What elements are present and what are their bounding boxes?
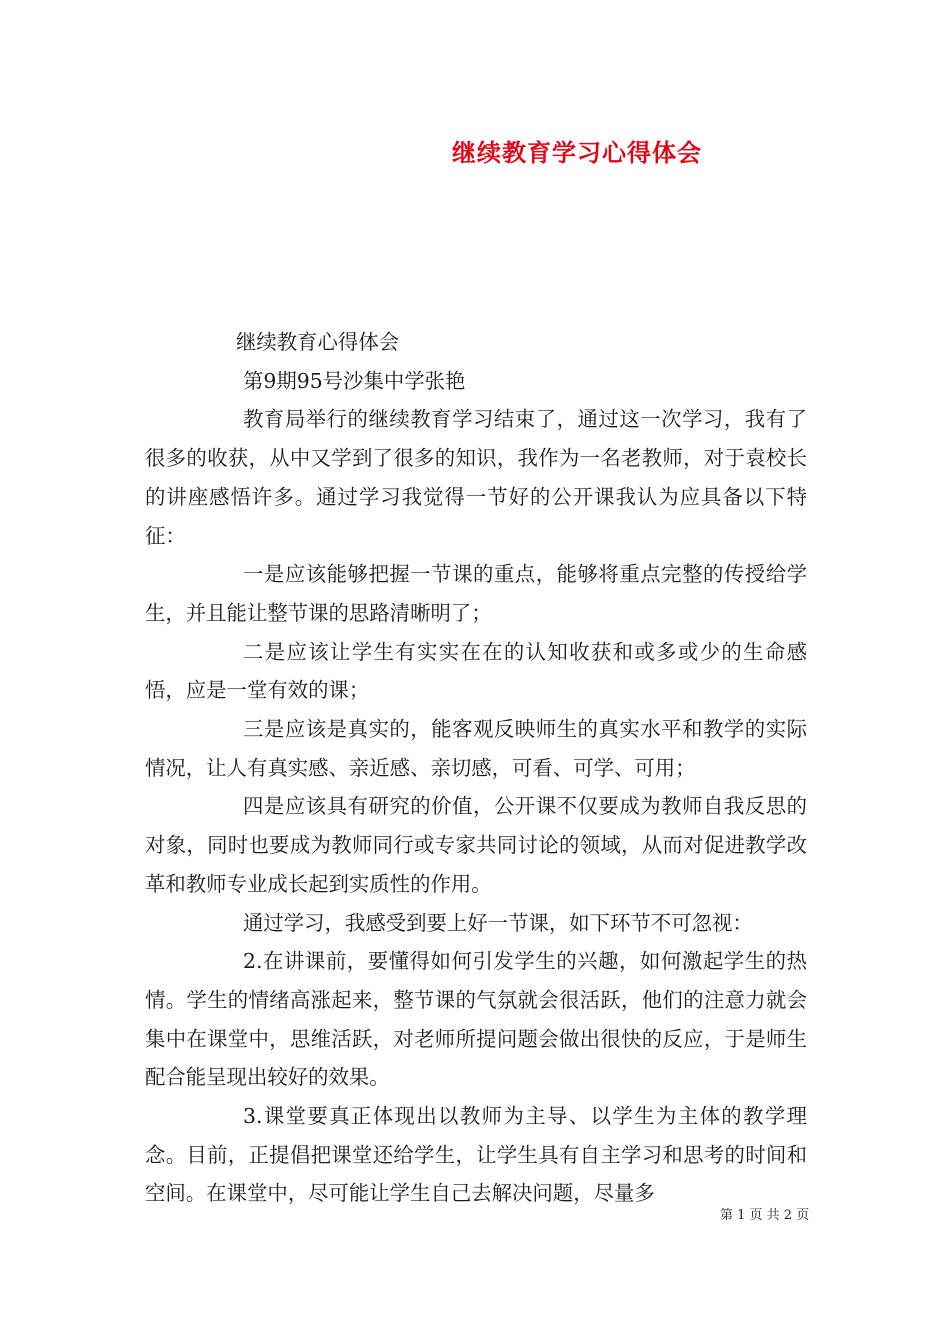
paragraph-point-1: 一是应该能够把握一节课的重点，能够将重点完整的传授给学生，并且能让整节课的思路清晰明了；	[145, 562, 807, 625]
paragraph-transition: 通过学习，我感受到要上好一节课，如下环节不可忽视：	[243, 910, 753, 935]
document-subtitle: 继续教育心得体会	[236, 330, 400, 354]
paragraph-point-2: 二是应该让学生有实实在在的认知收获和或多或少的生命感悟，应是一堂有效的课；	[145, 639, 807, 703]
page-number-footer: 第 1 页 共 2 页	[720, 1208, 810, 1223]
paragraph-point-3: 三是应该是真实的，能客观反映师生的真实水平和教学的实际情况，让人有真实感、亲近感、亲切感，可看、可学、可用；	[145, 717, 807, 780]
document-body	[145, 323, 807, 1213]
paragraph-item-3: 3.课堂要真正体现出以教师为主导、以学生为主体的教学理念。目前，正提倡把课堂还给学生，让学生具有自主学习和思考的时间和空间。在课堂中，尽可能让学生自己去解决问题，尽量多	[145, 1104, 807, 1206]
paragraph-point-4: 四是应该具有研究的价值，公开课不仅要成为教师自我反思的对象，同时也要成为教师同行或专家共同讨论的领域，从而对促进教学改革和教师专业成长起到实质性的作用。	[145, 794, 807, 896]
author-line: 第9期95号沙集中学张艳	[243, 368, 466, 393]
paragraph-item-2: 2.在讲课前，要懂得如何引发学生的兴趣，如何激起学生的热情。学生的情绪高涨起来，整节课的气氛就会很活跃，他们的注意力就会集中在课堂中，思维活跃，对老师所提问题会做出很快的反应，于是师生配合能呈现出较好的效果。	[145, 949, 807, 1090]
page-title: 继续教育学习心得体会	[452, 139, 702, 167]
paragraph-intro: 教育局举行的继续教育学习结束了，通过这一次学习，我有了很多的收获，从中又学到了很多的知识，我作为一名老教师，对于袁校长的讲座感悟许多。通过学习我觉得一节好的公开课我认为应具备以下特征：	[145, 407, 807, 548]
